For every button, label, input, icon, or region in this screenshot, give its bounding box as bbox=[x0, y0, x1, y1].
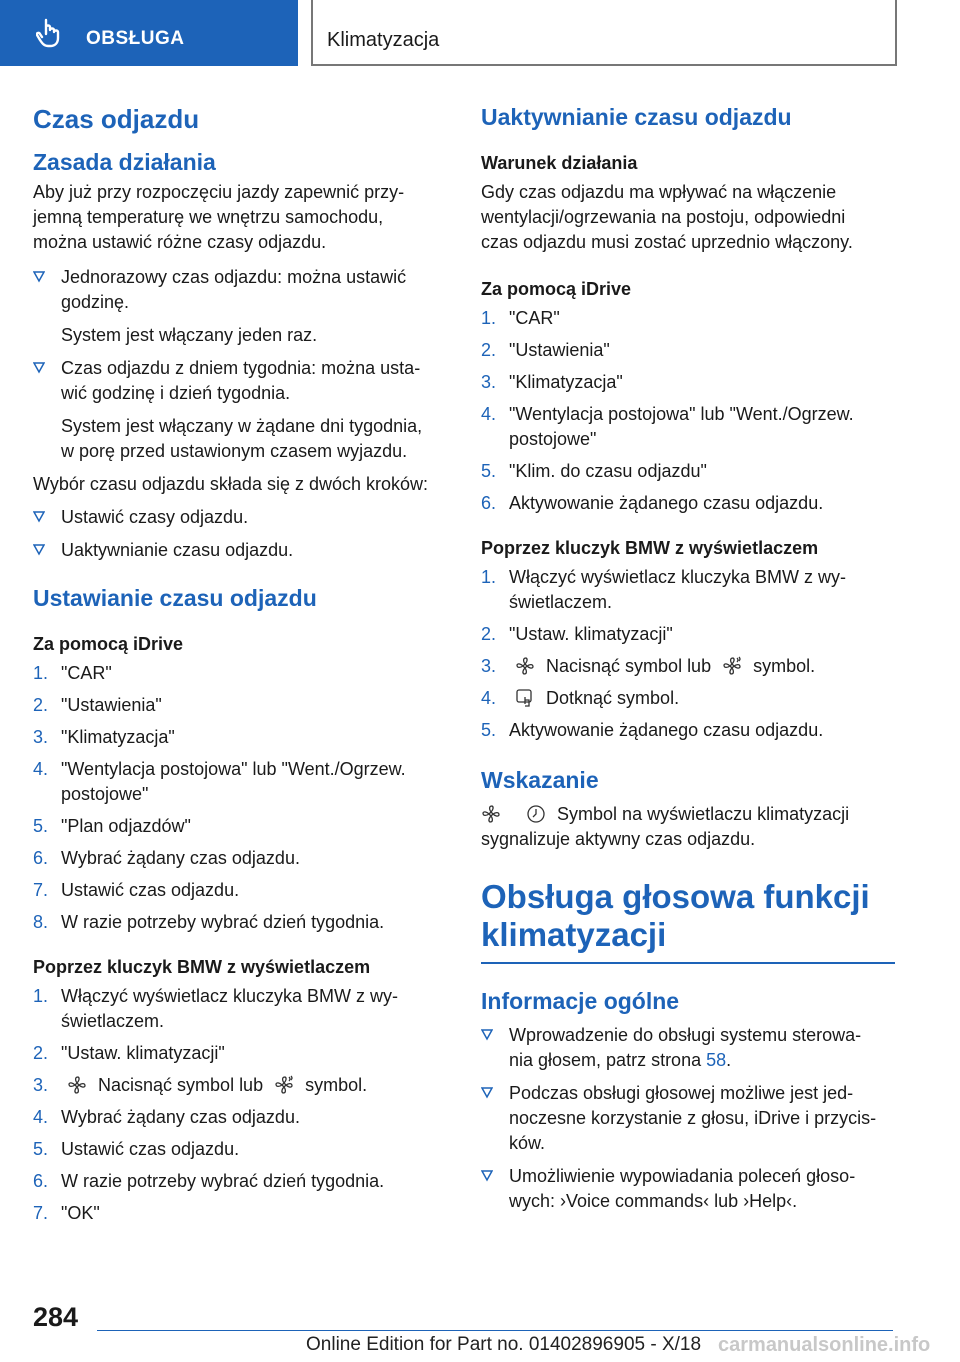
list-item: 2. "Ustawienia" bbox=[481, 340, 610, 360]
list-item: 8. W razie potrzeby wybrać dzień tygodnia. bbox=[33, 912, 385, 932]
note-text: Symbol na wyświetlaczu klimatyzacji sygnalizuje aktywny czas odjazdu. bbox=[481, 804, 850, 849]
heading-rule bbox=[481, 962, 895, 964]
fan-icon bbox=[67, 1075, 87, 1095]
subheading-key: Poprzez kluczyk BMW z wyświetlaczem bbox=[481, 538, 819, 558]
list-item: 7. Ustawić czas odjazdu. bbox=[33, 880, 240, 900]
chapter-title-box bbox=[311, 0, 897, 66]
list-item: Umożliwienie wypowiadania poleceń głoso- wych: ›Voice commands‹ lub ›Help‹. bbox=[481, 1164, 901, 1214]
principle-intro: Aby już przy rozpoczęciu jazdy zapewnić przy- jemną temperaturę we wnętrzu samochodu, można ustawić różne czasy odjazdu. bbox=[33, 182, 405, 252]
idrive-steps-right bbox=[481, 306, 901, 516]
list-item: 4. "Wentylacja postojowa" lub "Went./Ogrzew. postojowe" bbox=[33, 759, 406, 804]
subheading-condition: Warunek działania bbox=[481, 153, 638, 173]
list-item: 5. Ustawić czas odjazdu. bbox=[33, 1139, 240, 1159]
clock-icon bbox=[526, 804, 546, 824]
list-item: 5. "Plan odjazdów" bbox=[33, 816, 191, 836]
list-item: 3. Nacisnąć symbol lub symbol. bbox=[481, 656, 816, 676]
list-item: 1. "CAR" bbox=[481, 308, 560, 328]
heading-general-info: Informacje ogólne bbox=[481, 988, 680, 1014]
triangle-bullet-icon bbox=[481, 1029, 493, 1041]
heater-fan-icon bbox=[274, 1075, 294, 1095]
steps-intro: Wybór czasu odjazdu składa się z dwóch kroków: bbox=[33, 474, 429, 494]
heading-voice-control: Obsługa głosowa funkcji klimatyzacji bbox=[481, 878, 870, 953]
list-item-note: System jest włączany jeden raz. bbox=[61, 325, 318, 345]
list-item: 4. Wybrać żądany czas odjazdu. bbox=[33, 1107, 300, 1127]
list-item: 4. "Wentylacja postojowa" lub "Went./Ogrzew. postojowe" bbox=[481, 404, 854, 449]
condition-text: Gdy czas odjazdu ma wpływać na włączenie wentylacji/ogrzewania na postoju, odpowiedni czas odjazdu musi zostać uprzednio włączony. bbox=[481, 182, 853, 252]
watermark: carmanualsonline.info bbox=[718, 1334, 931, 1356]
heater-fan-icon bbox=[722, 656, 742, 676]
key-steps-right bbox=[481, 565, 901, 743]
fan-icon bbox=[515, 656, 535, 676]
edition-text: Online Edition for Part no. 01402896905 - X/18 bbox=[306, 1334, 702, 1355]
list-item: 5. Aktywowanie żądanego czasu odjazdu. bbox=[481, 720, 824, 740]
list-item: 3. "Klimatyzacja" bbox=[481, 372, 623, 392]
triangle-bullet-icon bbox=[33, 271, 45, 283]
subheading-key: Poprzez kluczyk BMW z wyświetlaczem bbox=[33, 957, 371, 977]
list-item: 6. Aktywowanie żądanego czasu odjazdu. bbox=[481, 493, 824, 513]
heading-setting: Ustawianie czasu odjazdu bbox=[33, 585, 317, 611]
chapter-title: Klimatyzacja bbox=[327, 29, 440, 51]
subheading-idrive: Za pomocą iDrive bbox=[481, 279, 632, 299]
footer-rule bbox=[97, 1330, 893, 1331]
triangle-bullet-icon bbox=[33, 544, 45, 556]
triangle-bullet-icon bbox=[481, 1087, 493, 1099]
section-tab bbox=[0, 0, 298, 66]
list-item: 6. W razie potrzeby wybrać dzień tygodnia. bbox=[33, 1171, 385, 1191]
list-item: 3. Nacisnąć symbol lub symbol. bbox=[33, 1075, 368, 1095]
list-item: Podczas obsługi głosowej możliwe jest jed- noczesne korzystanie z głosu, iDrive i przycis- ków. bbox=[481, 1081, 901, 1156]
triangle-bullet-icon bbox=[481, 1170, 493, 1182]
list-item: 7. "OK" bbox=[33, 1203, 100, 1223]
heading-note: Wskazanie bbox=[481, 767, 599, 793]
list-item-note: System jest włączany w żądane dni tygodnia, w porę przed ustawionym czasem wyjazdu. bbox=[61, 416, 423, 461]
list-item: 4. Dotknąć symbol. bbox=[481, 688, 680, 708]
hand-pointer-icon bbox=[36, 18, 64, 48]
list-item: Wprowadzenie do obsługi systemu sterowa- nia głosem, patrz strona 58. bbox=[481, 1023, 901, 1073]
list-item: 2. "Ustawienia" bbox=[33, 695, 162, 715]
heading-principle: Zasada działania bbox=[33, 149, 216, 175]
key-steps-left bbox=[33, 984, 453, 1226]
left-column bbox=[33, 100, 453, 1226]
touch-symbol-icon bbox=[515, 688, 535, 708]
triangle-bullet-icon bbox=[33, 362, 45, 374]
right-column bbox=[481, 100, 901, 1214]
list-item: 3. "Klimatyzacja" bbox=[33, 727, 175, 747]
list-item: Jednorazowy czas odjazdu: można ustawić godzinę. bbox=[33, 265, 453, 315]
page-link[interactable]: 58 bbox=[706, 1050, 727, 1070]
list-item: 5. "Klim. do czasu odjazdu" bbox=[481, 461, 707, 481]
fan-icon bbox=[481, 804, 501, 824]
list-item: Uaktywnianie czasu odjazdu. bbox=[33, 538, 453, 563]
list-item: Ustawić czasy odjazdu. bbox=[33, 505, 453, 530]
triangle-bullet-icon bbox=[33, 511, 45, 523]
heading-departure-time: Czas odjazdu bbox=[33, 104, 200, 134]
list-item: 6. Wybrać żądany czas odjazdu. bbox=[33, 848, 300, 868]
list-item: 1. Włączyć wyświetlacz kluczyka BMW z wy- świetlaczem. bbox=[33, 986, 399, 1031]
list-item: 2. "Ustaw. klimatyzacji" bbox=[33, 1043, 225, 1063]
section-tab-label: OBSŁUGA bbox=[86, 28, 185, 49]
list-item: 2. "Ustaw. klimatyzacji" bbox=[481, 624, 673, 644]
idrive-steps-left bbox=[33, 661, 453, 935]
list-item: 1. "CAR" bbox=[33, 663, 112, 683]
page-number: 284 bbox=[33, 1302, 79, 1332]
heading-activate: Uaktywnianie czasu odjazdu bbox=[481, 104, 792, 130]
subheading-idrive: Za pomocą iDrive bbox=[33, 634, 184, 654]
list-item: Czas odjazdu z dniem tygodnia: można usta- wić godzinę i dzień tygodnia. bbox=[33, 356, 453, 406]
list-item: 1. Włączyć wyświetlacz kluczyka BMW z wy- świetlaczem. bbox=[481, 567, 847, 612]
